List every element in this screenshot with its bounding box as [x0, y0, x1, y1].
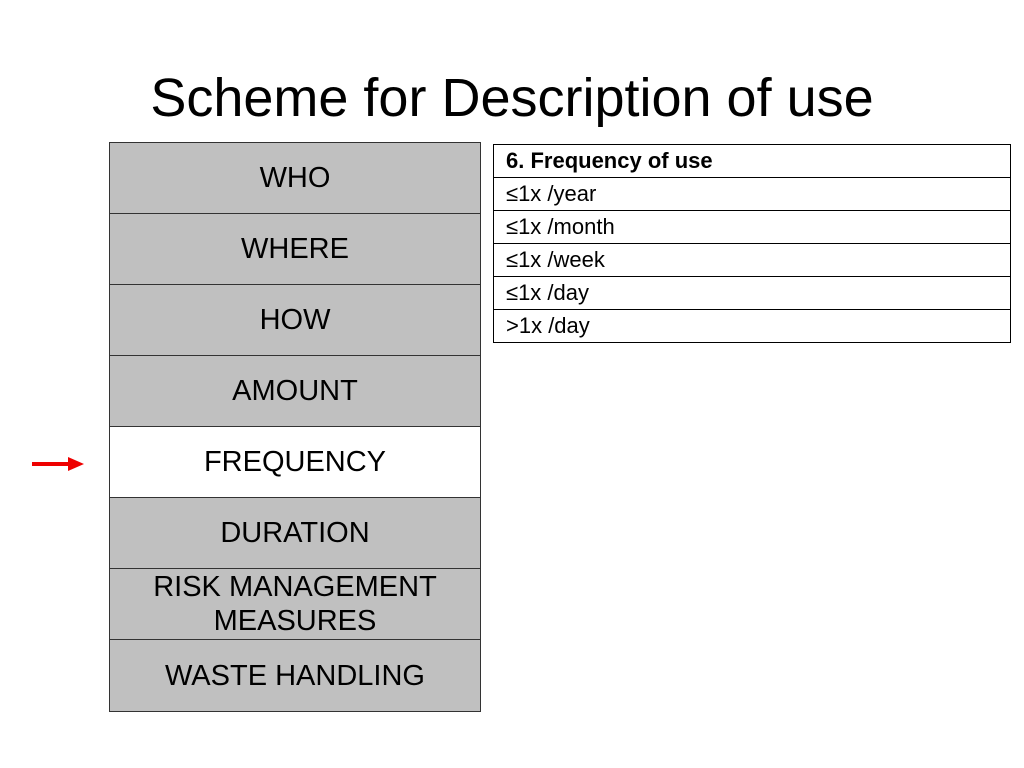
table-header: 6. Frequency of use [494, 145, 1011, 178]
table-row [494, 211, 1011, 244]
slide-title: Scheme for Description of use [150, 68, 874, 128]
step-label: HOW [259, 304, 331, 336]
table-header-row [494, 145, 1011, 178]
table-cell: ≤1x /month [494, 211, 1011, 244]
table-row [494, 244, 1011, 277]
step-duration [110, 498, 480, 569]
step-label: WHERE [241, 233, 349, 265]
table-cell: ≤1x /year [494, 178, 1011, 211]
scheme-steps [109, 142, 481, 712]
step-label: FREQUENCY [203, 446, 387, 478]
table-row [494, 178, 1011, 211]
step-risk-management-measures [110, 569, 480, 640]
step-where [110, 214, 480, 285]
table-row [494, 310, 1011, 343]
step-waste-handling [110, 640, 480, 711]
step-amount [110, 356, 480, 427]
frequency-table [493, 144, 1011, 343]
step-label: WASTE HANDLING [165, 659, 425, 692]
table-cell: ≤1x /day [494, 277, 1011, 310]
table-row [494, 277, 1011, 310]
step-how [110, 285, 480, 356]
step-label: AMOUNT [232, 375, 358, 407]
step-label: RISK MANAGEMENT MEASURES [153, 571, 437, 637]
step-label: WHO [259, 162, 331, 194]
step-label: DURATION [220, 517, 370, 549]
arrow-right-icon [32, 456, 84, 472]
table-cell: >1x /day [494, 310, 1011, 343]
step-frequency [110, 427, 480, 498]
step-who [110, 143, 480, 214]
table-cell: ≤1x /week [494, 244, 1011, 277]
